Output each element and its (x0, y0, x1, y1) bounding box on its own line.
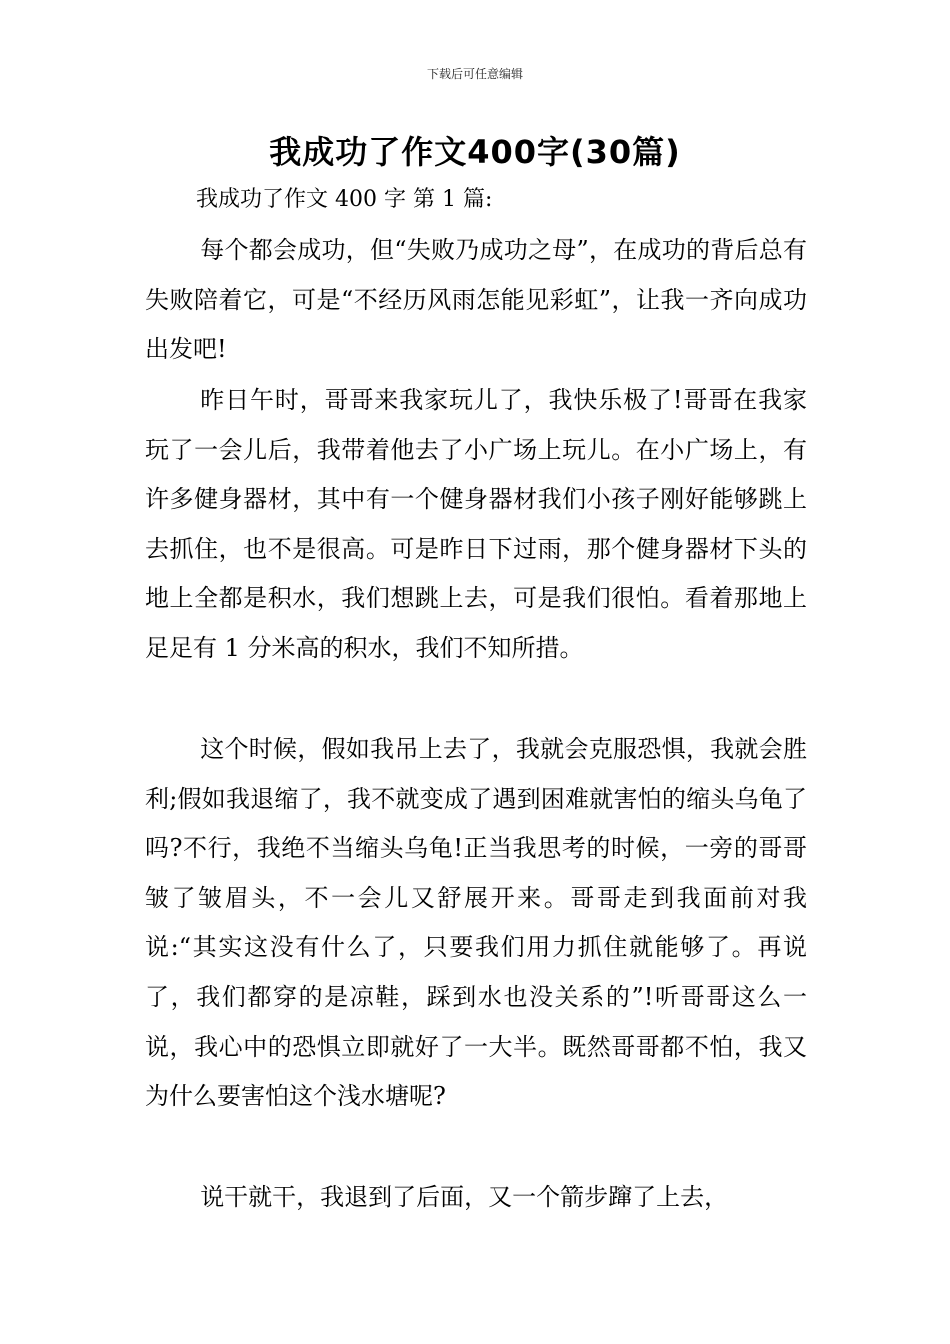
paragraph-text: 每个都会成功，但“失败乃成功之母”，在成功的背后总有失败陪着它，可是“不经历风雨怎能见彩虹”，让我一齐向成功出发吧! (145, 236, 807, 364)
paragraph-1 (145, 226, 807, 375)
paragraph-3 (145, 725, 807, 1122)
paragraph-text: 说干就干，我退到了后面，又一个箭步蹿了上去， (200, 1183, 729, 1211)
section-subtitle: 我成功了作文 400 字 第 1 篇: (196, 187, 493, 212)
paragraph-4 (145, 1173, 807, 1223)
paragraph-2 (145, 376, 807, 674)
page-title: 我成功了作文400字(30篇) (269, 133, 681, 171)
header-note: 下载后可任意编辑 (426, 67, 523, 81)
paragraph-text: 昨日午时，哥哥来我家玩儿了，我快乐极了!哥哥在我家玩了一会儿后，我带着他去了小广场上玩儿。在小广场上，有许多健身器材，其中有一个健身器材我们小孩子刚好能够跳上去抓住，也不是很高。可是昨日下过雨，那个健身器材下头的地上全都是积水，我们想跳上去，可是我们很怕。看着那地上足足有 1 分米高的积水，我们不知所措。 (145, 386, 807, 662)
paragraph-text: 这个时候，假如我吊上去了，我就会克服恐惧，我就会胜利;假如我退缩了，我不就变成了遇到困难就害怕的缩头乌龟了吗?不行，我绝不当缩头乌龟!正当我思考的时候，一旁的哥哥皱了皱眉头，不一会儿又舒展开来。哥哥走到我面前对我说:“其实这没有什么了，只要我们用力抓住就能够了。再说了，我们都穿的是凉鞋，踩到水也没关系的”!听哥哥这么一说，我心中的恐惧立即就好了一大半。既然哥哥都不怕，我又为什么要害怕这个浅水塘呢? (145, 735, 807, 1111)
